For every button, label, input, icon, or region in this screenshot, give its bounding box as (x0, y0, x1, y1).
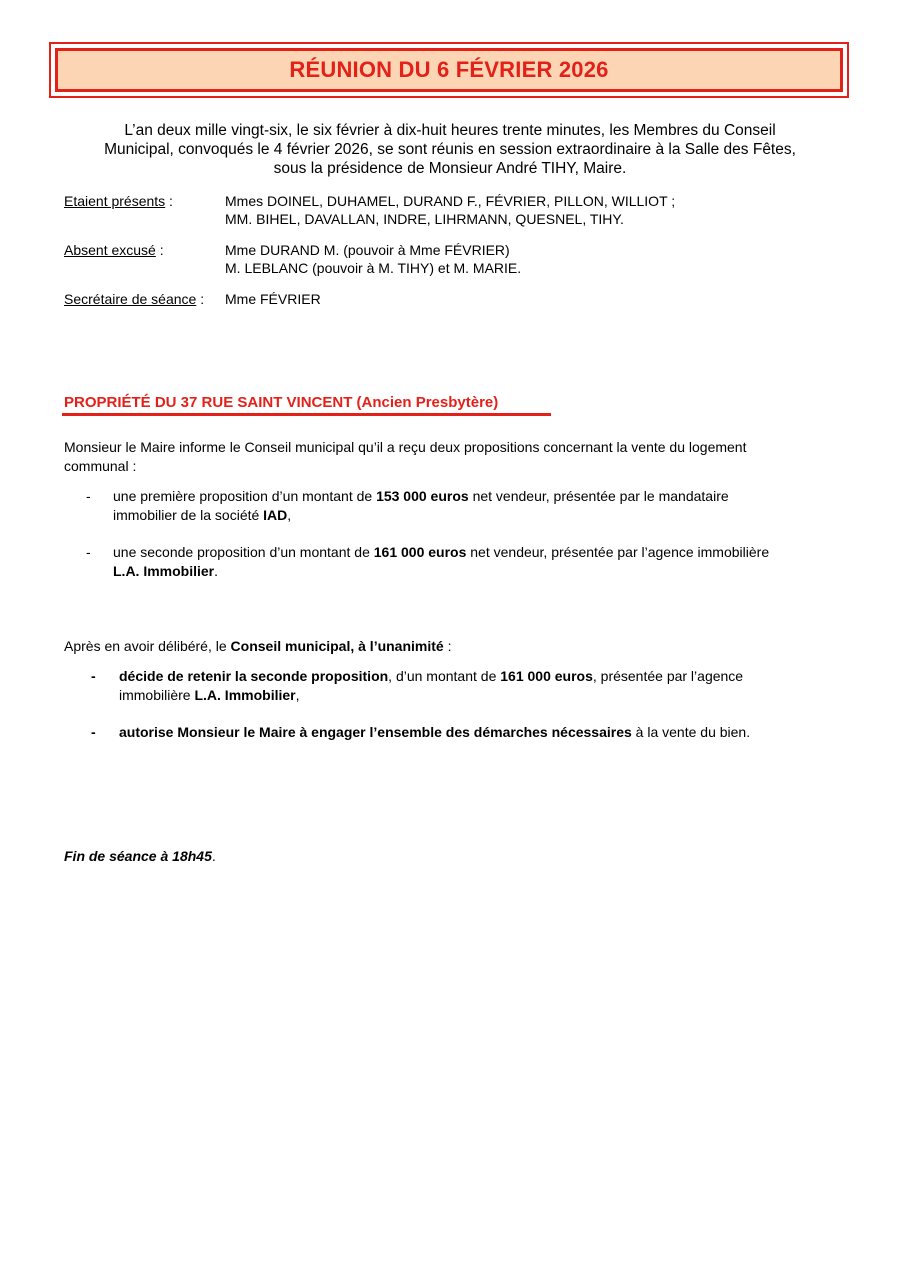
decision-text: décide de retenir la seconde proposition, d’un montant de 161 000 euros, présentée par l’agence immobilière L.A. Immobilier, (119, 668, 744, 703)
present-label: Etaient présents : (64, 193, 173, 209)
secretary-label: Secrétaire de séance : (64, 291, 205, 307)
bullet-dash: - (86, 488, 91, 504)
title-box (49, 42, 849, 98)
intro-paragraph (60, 121, 840, 178)
present-value: Mmes DOINEL, DUHAMEL, DURAND F., FÉVRIER, PILLON, WILLIOT ; MM. BIHEL, DAVALLAN, INDRE, LIHRMANN, QUESNEL, TIHY. (225, 193, 676, 227)
intro-line: sous la présidence de Monsieur André TIHY, Maire. (273, 160, 627, 177)
page-title: RÉUNION DU 6 FÉVRIER 2026 (55, 48, 843, 92)
bullet-dash: - (86, 544, 91, 560)
section-title: PROPRIÉTÉ DU 37 RUE SAINT VINCENT (Ancien Presbytère) (64, 394, 499, 411)
secretary-value: Mme FÉVRIER (225, 291, 321, 307)
intro-line: L’an deux mille vingt-six, le six février à dix-huit heures trente minutes, les Membres du Conseil (124, 122, 776, 139)
decision-text: autorise Monsieur le Maire à engager l’ensemble des démarches nécessaires à la vente du bien. (119, 724, 751, 740)
proposal-text: une seconde proposition d’un montant de 161 000 euros net vendeur, présentée par l’agence immobilière L.A. Immobilier. (113, 544, 770, 579)
bullet-dash: - (91, 724, 96, 740)
deliberation: Après en avoir délibéré, le Conseil municipal, à l’unanimité : (64, 638, 452, 654)
section-underline (62, 413, 551, 416)
section-intro: Monsieur le Maire informe le Conseil municipal qu’il a reçu deux propositions concernant la vente du logement communal : (64, 439, 747, 474)
intro-line: Municipal, convoqués le 4 février 2026, se sont réunis en session extraordinaire à la Salle des Fêtes, (104, 141, 796, 158)
closing: Fin de séance à 18h45. (64, 848, 216, 864)
proposal-text: une première proposition d’un montant de 153 000 euros net vendeur, présentée par le mandataire immobilier de la société IAD, (113, 488, 729, 523)
bullet-dash: - (91, 668, 96, 684)
absent-label: Absent excusé : (64, 242, 164, 258)
absent-value: Mme DURAND M. (pouvoir à Mme FÉVRIER) M. LEBLANC (pouvoir à M. TIHY) et M. MARIE. (225, 242, 522, 276)
